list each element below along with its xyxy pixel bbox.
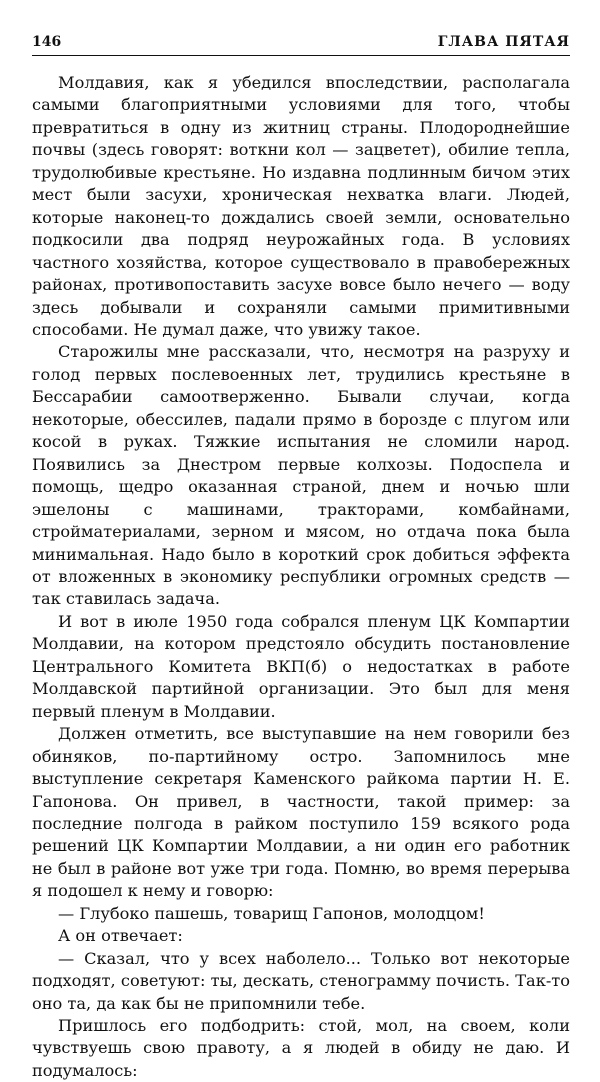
paragraph: Должен отметить, все выступавшие на нем говорили без обиняков, по-партийному остро. Запомнилось мне выступление секретаря Каменского райкома партии Н. Е. Гапонова. Он привел, в частности, такой пример: за последние полгода в райком поступило 159 всякого рода решений ЦК Компартии Молдавии, а ни один его работник не был в районе вот уже три года. Помню, во время перерыва я подошел к нему и говорю: — [32, 724, 570, 901]
running-header — [32, 34, 570, 50]
paragraph: — Глубоко пашешь, товарищ Гапонов, молодцом! — [58, 903, 485, 923]
header-rule — [32, 55, 570, 56]
paragraph: Пришлось его подбодрить: стой, мол, на своем, коли чувствуешь свою правоту, а я людей в обиду не даю. И подумалось: — [32, 1016, 570, 1080]
paragraph: А он отвечает: — [58, 926, 183, 946]
page-number: 146 — [32, 34, 62, 50]
body-text — [32, 72, 570, 1082]
paragraph: Молдавия, как я убедился впоследствии, располагала самыми благоприятными условиями для того, чтобы превратиться в одну из житниц страны. Плодороднейшие почвы (здесь говорят: воткни кол — зацветет), обилие тепла, трудолюбивые крестьяне. Но издавна подлинным бичом этих мест были засухи, хроническая нехватка влаги. Людей, которые наконец-то дождались своей земли, основательно подкосили два подряд неурожайных года. В условиях частного хозяйства, которое существовало в правобережных районах, противопоставить засухе вовсе было нечего — воду здесь добывали и сохраняли самыми примитивными способами. Не думал даже, что увижу такое. — [32, 73, 570, 339]
chapter-title: ГЛАВА ПЯТАЯ — [437, 34, 570, 50]
paragraph: — Сказал, что у всех наболело... Только вот некоторые подходят, советуют: ты, дескать, стенограмму почисть. Так-то оно та, да как бы не припомнили тебе. — [32, 948, 570, 1013]
paragraph: И вот в июле 1950 года собрался пленум ЦК Компартии Молдавии, на котором предстояло обсудить постановление Центрального Комитета ВКП(б) о недостатках в работе Молдавской партийной организации. Это был для меня первый пленум в Молдавии. — [32, 611, 570, 721]
paragraph: Старожилы мне рассказали, что, несмотря на разруху и голод первых послевоенных лет, трудились крестьяне в Бессарабии самоотверженно. Бывали случаи, когда некоторые, обессилев, падали прямо в борозде с плугом или косой в руках. Тяжкие испытания не сломили народ. Появились за Днестром первые колхозы. Подоспела и помощь, щедро оказанная страной, днем и ночью шли эшелоны с машинами, тракторами, комбайнами, стройматериалами, зерном и мясом, но отдача пока была минимальная. Надо было в короткий срок добиться эффекта от вложенных в экономику республики огромных средств — так ставилась задача. — [32, 342, 570, 609]
